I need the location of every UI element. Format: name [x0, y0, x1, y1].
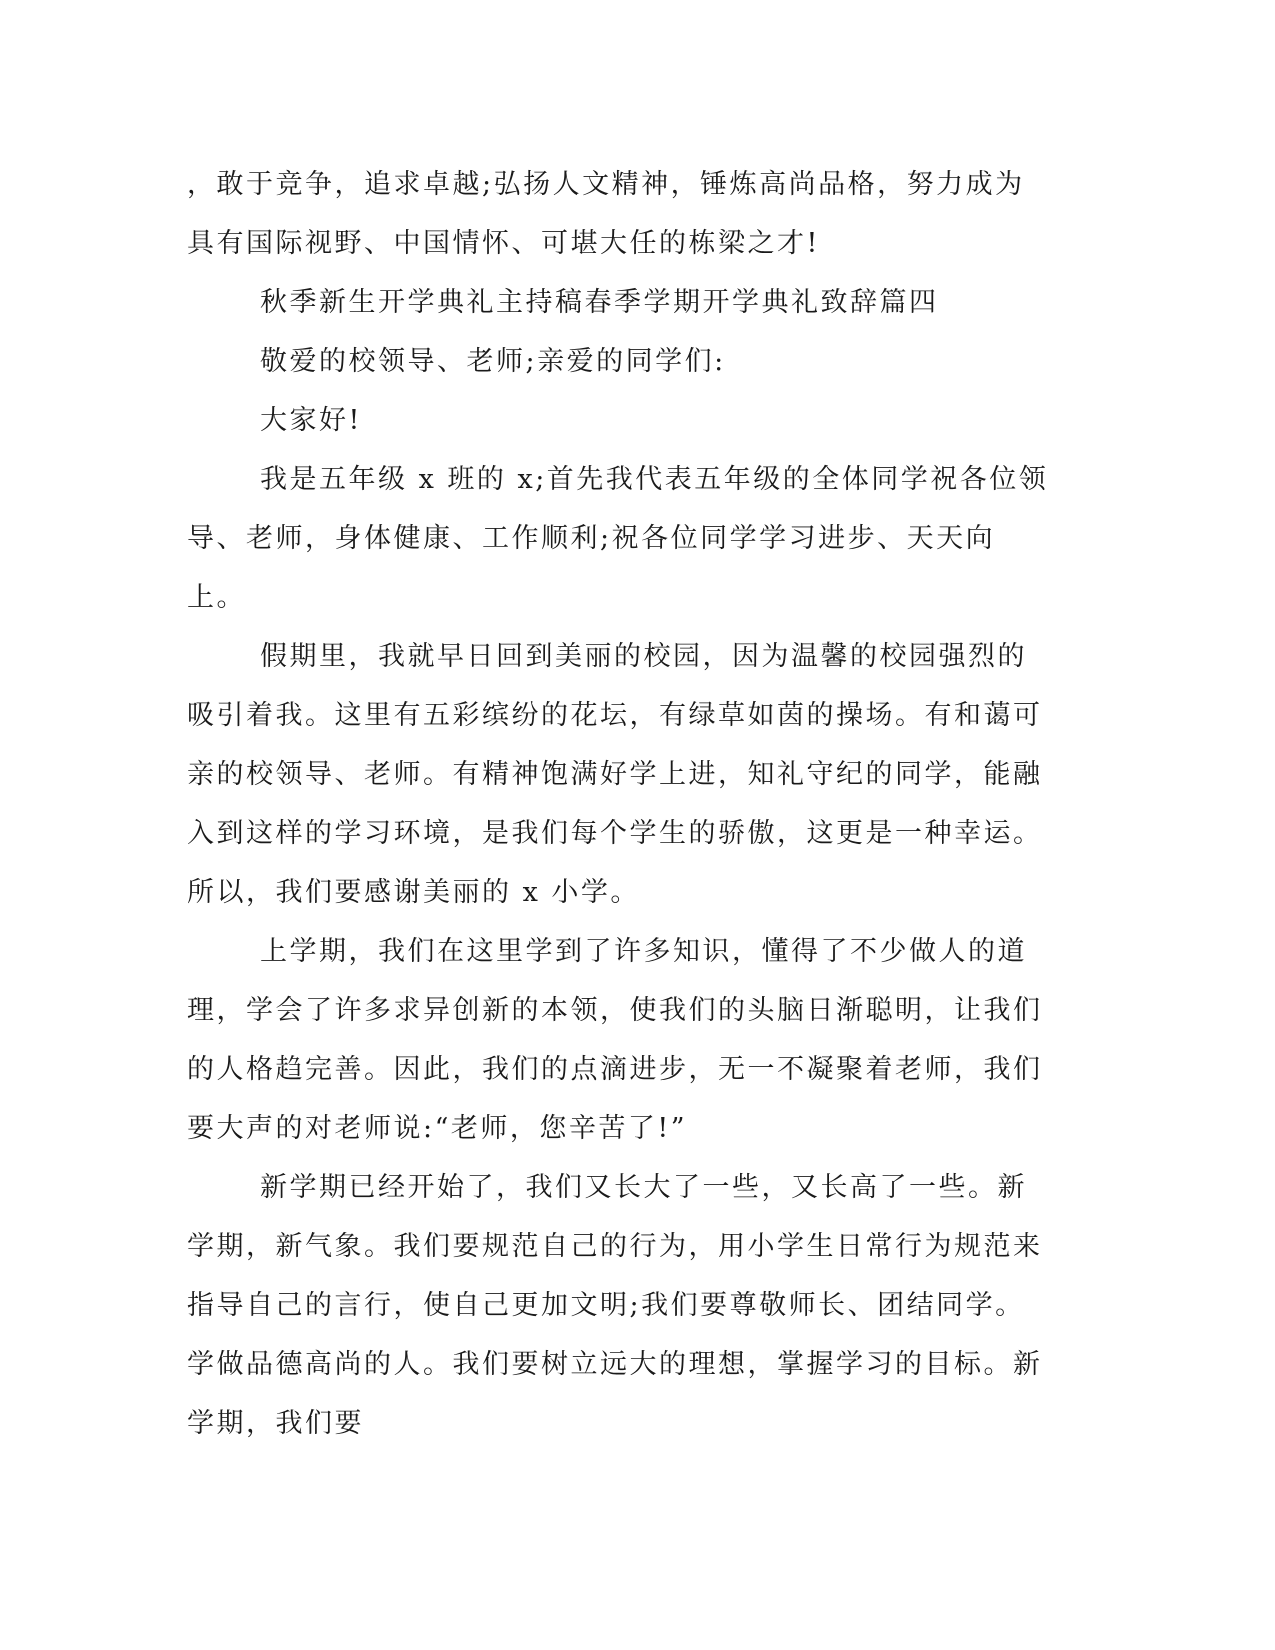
document-body [187, 155, 1049, 1453]
section-title: 秋季新生开学典礼主持稿春季学期开学典礼致辞篇四 [260, 287, 939, 318]
paragraph-introduction: 我是五年级 x 班的 x;首先我代表五年级的全体同学祝各位领导、老师，身体健康、工作顺利;祝各位同学学习进步、天天向上。 [187, 464, 1049, 613]
paragraph-campus: 假期里，我就早日回到美丽的校园，因为温馨的校园强烈的吸引着我。这里有五彩缤纷的花坛，有绿草如茵的操场。有和蔼可亲的校领导、老师。有精神饱满好学上进，知礼守纪的同学，能融入到这样的学习环境，是我们每个学生的骄傲，这更是一种幸运。所以，我们要感谢美丽的 x 小学。 [187, 641, 1043, 908]
paragraph-last-semester: 上学期，我们在这里学到了许多知识，懂得了不少做人的道理，学会了许多求异创新的本领，使我们的头脑日渐聪明，让我们的人格趋完善。因此，我们的点滴进步，无一不凝聚着老师，我们要大声的对老师说:“老师，您辛苦了!” [187, 936, 1043, 1144]
greeting: 大家好! [260, 405, 362, 436]
salutation: 敬爱的校领导、老师;亲爱的同学们: [260, 346, 726, 377]
paragraph-new-semester: 新学期已经开始了，我们又长大了一些，又长高了一些。新学期，新气象。我们要规范自己的行为，用小学生日常行为规范来指导自己的言行，使自己更加文明;我们要尊敬师长、团结同学。学做品德高尚的人。我们要树立远大的理想，掌握学习的目标。新学期，我们要 [187, 1172, 1043, 1439]
paragraph-continuation: ，敢于竞争，追求卓越;弘扬人文精神，锤炼高尚品格，努力成为具有国际视野、中国情怀、可堪大任的栋梁之才! [187, 169, 1025, 259]
